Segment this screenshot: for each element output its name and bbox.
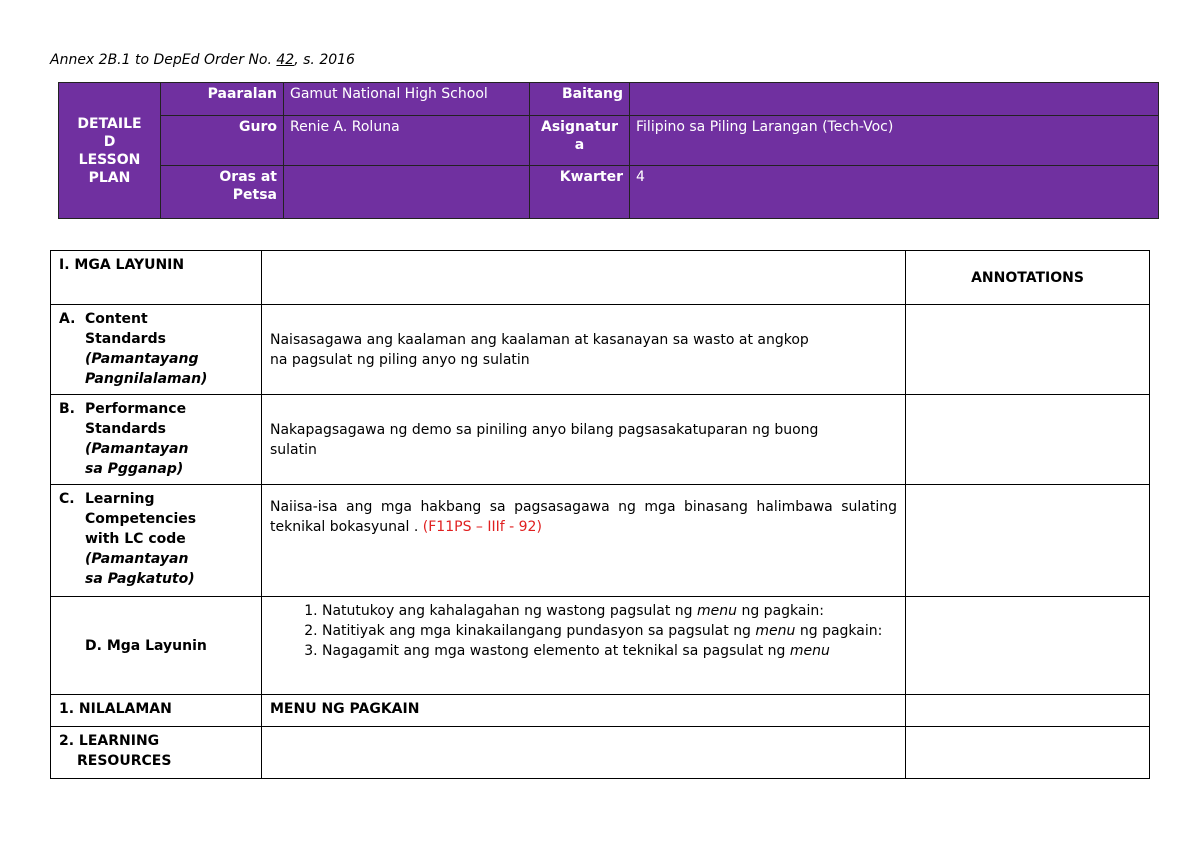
dlp-title: DETAILE D LESSON PLAN: [59, 83, 161, 219]
objectives-heading: I. MGA LAYUNIN: [51, 251, 262, 305]
resources-label: 2. LEARNING RESOURCES: [51, 727, 262, 779]
school-label: Paaralan: [161, 83, 284, 116]
competencies-label: C. Learning Competencies with LC code (Pamantayan sa Pagkatuto): [51, 485, 262, 597]
content-standards-text: Naisasagawa ang kaalaman ang kaalaman at kasanayan sa wasto at angkop na pagsulat ng piling anyo ng sulatin: [262, 305, 906, 395]
competencies-annotation: [906, 485, 1150, 597]
teacher-value: Renie A. Roluna: [284, 116, 530, 166]
lesson-table: [50, 250, 1150, 779]
performance-standards-label: B. Performance Standards (Pamantayan sa Pgganap): [51, 395, 262, 485]
quarter-value: 4: [630, 166, 1159, 219]
resources-value: [262, 727, 906, 779]
grade-value: [630, 83, 1159, 116]
nilalaman-row: [51, 695, 1150, 727]
layunin-item: 2. Natitiyak ang mga kinakailangang pundasyon sa pagsulat ng menu ng pagkain:: [322, 621, 897, 641]
objectives-blank: [262, 251, 906, 305]
subject-value: Filipino sa Piling Larangan (Tech-Voc): [630, 116, 1159, 166]
layunin-annotation: [906, 597, 1150, 695]
performance-standards-annotation: [906, 395, 1150, 485]
nilalaman-annotation: [906, 695, 1150, 727]
lc-code: (F11PS – IIIf - 92): [422, 519, 542, 535]
competencies-text: Naiisa-isa ang mga hakbang sa pagsasagawa ng mga binasang halimbawa sulating teknikal bokasyunal . (F11PS – IIIf - 92): [262, 485, 906, 597]
header-table: [58, 82, 1159, 219]
layunin-item: 1. Natutukoy ang kahalagahan ng wastong pagsulat ng menu ng pagkain:: [322, 601, 897, 621]
quarter-label: Kwarter: [530, 166, 630, 219]
layunin-list-cell: [262, 597, 906, 695]
content-standards-row: [51, 305, 1150, 395]
time-label: Oras at Petsa: [161, 166, 284, 219]
layunin-label: D. Mga Layunin: [51, 597, 262, 695]
layunin-item: 3. Nagagamit ang mga wastong elemento at teknikal sa pagsulat ng menu: [322, 641, 897, 661]
order-number: 42: [276, 52, 295, 68]
annex-line: Annex 2B.1 to DepEd Order No. 42, s. 2016: [50, 52, 355, 68]
grade-label: Baitang: [530, 83, 630, 116]
annotations-heading: ANNOTATIONS: [906, 251, 1150, 305]
layunin-row: [51, 597, 1150, 695]
layunin-list: [270, 601, 897, 661]
nilalaman-value: MENU NG PAGKAIN: [262, 695, 906, 727]
nilalaman-label: 1. NILALAMAN: [51, 695, 262, 727]
content-standards-label: A. Content Standards (Pamantayang Pangnilalaman): [51, 305, 262, 395]
school-value: Gamut National High School: [284, 83, 530, 116]
teacher-label: Guro: [161, 116, 284, 166]
competencies-row: [51, 485, 1150, 597]
performance-standards-text: Nakapagsagawa ng demo sa piniling anyo bilang pagsasakatuparan ng buong sulatin: [262, 395, 906, 485]
resources-row: [51, 727, 1150, 779]
time-value: [284, 166, 530, 219]
resources-annotation: [906, 727, 1150, 779]
subject-label: Asignatur a: [530, 116, 630, 166]
performance-standards-row: [51, 395, 1150, 485]
content-standards-annotation: [906, 305, 1150, 395]
